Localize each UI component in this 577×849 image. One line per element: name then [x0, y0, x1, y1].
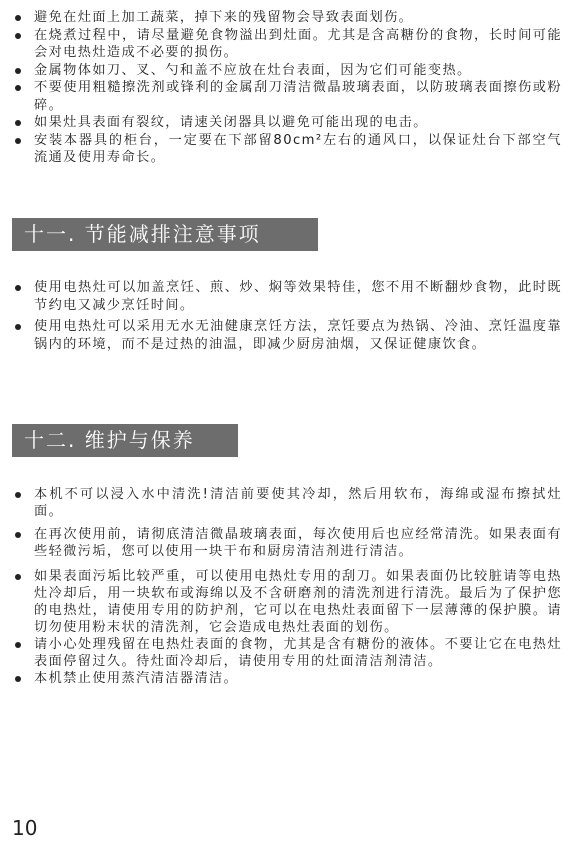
- list-item: [14, 568, 562, 636]
- list-item-text: 使用电热灶可以采用无水无油健康烹饪方法，烹饪要点为热锅、冷油、烹饪温度靠锅内的环境，而不是过热的油温，即减少厨房油烟，又保证健康饮食。: [34, 319, 562, 352]
- list-item: [14, 9, 562, 27]
- list-item-text: 请小心处理残留在电热灶表面的食物，尤其是含有糖份的液体。不要让它在电热灶表面停留过久。待灶面冷却后，请使用专用的灶面清洁剂清洁。: [34, 637, 562, 669]
- bullet-icon: [15, 138, 21, 144]
- list-item-text: 本机禁止使用蒸汽清洁器清洁。: [34, 671, 239, 686]
- page-number: 10: [12, 816, 38, 840]
- bullet-icon: [15, 676, 21, 682]
- list-item-text: 在再次使用前，请彻底清洁微晶玻璃表面，每次使用后也应经常清洗。如果表面有些轻微污垢，您可以使用一块干布和厨房清洁剂进行清洁。: [34, 527, 562, 559]
- list-item: [14, 670, 562, 687]
- list-item: [14, 132, 562, 167]
- list-item-text: 不要使用粗糙擦洗剂或锋利的金属刮刀清洁微晶玻璃表面，以防玻璃表面擦伤或粉碎。: [34, 80, 562, 113]
- bullet-icon: [15, 85, 21, 91]
- section-heading-maintenance: 十二. 维护与保养: [12, 424, 238, 457]
- list-item: [14, 526, 562, 560]
- list-item-text: 本机不可以浸入水中清洗!清洁前要使其冷却，然后用软布，海绵或湿布擦拭灶面。: [34, 487, 562, 519]
- list-item: [14, 62, 562, 80]
- list-item: [14, 114, 562, 132]
- list-item-text: 如果表面污垢比较严重，可以使用电热灶专用的刮刀。如果表面仍比较脏请等电热灶冷却后，用一块软布或海绵以及不含研磨剂的清洗剂进行清洗。最后为了保护您的电热灶，请使用专用的防护剂，它可以在电热灶表面留下一层薄薄的保护膜。请切勿使用粉末状的清洗剂，它会造成电热灶表面的划伤。: [34, 569, 562, 635]
- list-item-text: 避免在灶面上加工蔬菜，掉下来的残留物会导致表面划伤。: [34, 10, 414, 25]
- safety-bullet-list: [14, 9, 562, 167]
- section-heading-energy: 十一. 节能减排注意事项: [12, 218, 318, 251]
- list-item-text: 安装本器具的柜台，一定要在下部留80cm²左右的通风口，以保证灶台下部空气流通及使用寿命长。: [34, 132, 562, 165]
- list-item-text: 使用电热灶可以加盖烹饪、煎、炒、焖等效果特佳，您不用不断翻炒食物，此时既节约电又减少烹饪时间。: [34, 280, 562, 313]
- list-item-text: 在烧煮过程中，请尽量避免食物溢出到灶面。尤其是含高糖份的食物，长时间可能会对电热灶造成不必要的损伤。: [34, 27, 562, 60]
- bullet-icon: [15, 492, 21, 498]
- energy-bullet-list: [14, 279, 562, 353]
- list-item: [14, 318, 562, 353]
- list-item: [14, 27, 562, 62]
- list-item: [14, 79, 562, 114]
- bullet-icon: [15, 574, 21, 580]
- bullet-icon: [15, 285, 21, 291]
- bullet-icon: [15, 15, 21, 21]
- bullet-icon: [15, 68, 21, 74]
- bullet-icon: [15, 120, 21, 126]
- list-item: [14, 279, 562, 314]
- list-item: [14, 636, 562, 670]
- list-item: [14, 486, 562, 520]
- bullet-icon: [15, 33, 21, 39]
- bullet-icon: [15, 324, 21, 330]
- list-item-text: 如果灶具表面有裂纹，请速关闭器具以避免可能出现的电击。: [34, 115, 428, 130]
- bullet-icon: [15, 642, 21, 648]
- maintenance-bullet-list: [14, 486, 562, 687]
- bullet-icon: [15, 532, 21, 538]
- list-item-text: 金属物体如刀、叉、勺和盖不应放在灶台表面，因为它们可能变热。: [34, 62, 472, 78]
